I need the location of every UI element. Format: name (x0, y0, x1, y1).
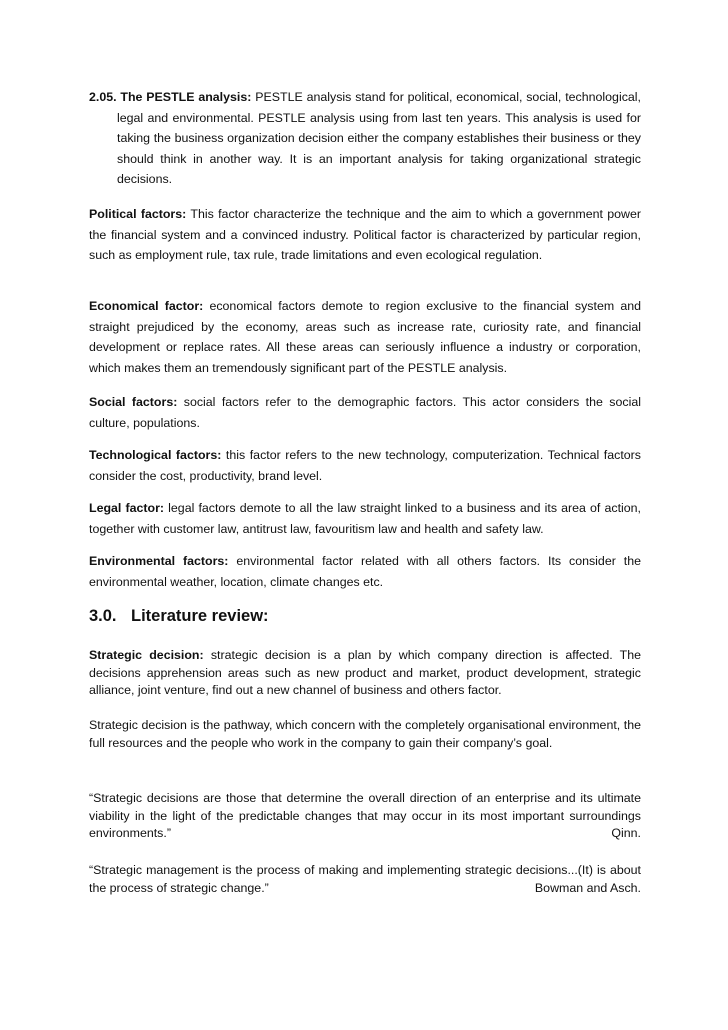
political-factors-label: Political factors: (89, 207, 187, 221)
section-2-05-label: 2.05. The PESTLE analysis: (89, 90, 252, 104)
legal-factor-label: Legal factor: (89, 501, 165, 515)
literature-review-number: 3.0. (89, 607, 117, 625)
quote-qinn-paragraph (89, 790, 641, 843)
strategic-decision-text: strategic decision is a plan by which company direction is affected. The decisions apprehension areas such as new product and market, product development, strategic alliance, joint venture, find out a new channel of business and others factor. (89, 648, 641, 697)
strategic-decision-paragraph (89, 647, 641, 700)
technological-factors-paragraph (89, 445, 641, 486)
political-factors-paragraph (89, 204, 641, 266)
environmental-factors-label: Environmental factors: (89, 554, 229, 568)
legal-factor-paragraph (89, 498, 641, 539)
social-factors-text: social factors refer to the demographic factors. This actor considers the social culture, populations. (89, 395, 641, 430)
section-2-05-paragraph (89, 87, 641, 190)
quote-bowman-text: “Strategic management is the process of making and implementing strategic decisions...(It) is about the process of strategic change.” (89, 863, 641, 895)
quote-qinn-text: “Strategic decisions are those that determine the overall direction of an enterprise and its ultimate viability in the light of the predictable changes that may occur in its most important surroundings environments.” (89, 791, 641, 840)
legal-factor-text: legal factors demote to all the law straight linked to a business and its area of action, together with customer law, antitrust law, favouritism law and health and safety law. (89, 501, 641, 536)
economical-factor-label: Economical factor: (89, 299, 204, 313)
section-2-05-text: PESTLE analysis stand for political, economical, social, technological, legal and environmental. PESTLE analysis using from last ten years. This analysis is used for taking the business organization decision either the company establishes their business or they should think in another way. It is an important analysis for taking organizational strategic decisions. (117, 90, 641, 186)
technological-factors-label: Technological factors: (89, 448, 222, 462)
social-factors-paragraph (89, 392, 641, 433)
environmental-factors-text: environmental factor related with all others factors. Its consider the environmental weather, location, climate changes etc. (89, 554, 641, 589)
environmental-factors-paragraph (89, 551, 641, 592)
pathway-text: Strategic decision is the pathway, which concern with the completely organisational environment, the full resources and the people who work in the company to gain their company’s goal. (89, 718, 641, 750)
economical-factor-text: economical factors demote to region exclusive to the financial system and straight prejudiced by the economy, areas such as increase rate, curiosity rate, and financial development or replace rates. All these areas can seriously influence a industry or corporation, which makes them an tremendously significant part of the PESTLE analysis. (89, 299, 641, 375)
political-factors-text: This factor characterize the technique and the aim to which a government power the financial system and a convinced industry. Political factor is characterized by particular region, such as employment rule, tax rule, trade limitations and even ecological regulation. (89, 207, 642, 262)
quote-qinn-author: Qinn. (611, 826, 641, 840)
strategic-decision-label: Strategic decision: (89, 648, 204, 662)
literature-review-heading (89, 607, 641, 626)
quote-bowman-paragraph (89, 862, 641, 897)
literature-review-title: Literature review: (131, 607, 269, 625)
technological-factors-text: this factor refers to the new technology, computerization. Technical factors consider the cost, productivity, brand level. (89, 448, 641, 483)
quote-bowman-author: Bowman and Asch. (534, 880, 641, 895)
economical-factor-paragraph (89, 296, 641, 378)
pathway-paragraph (89, 717, 641, 752)
social-factors-label: Social factors: (89, 395, 178, 409)
